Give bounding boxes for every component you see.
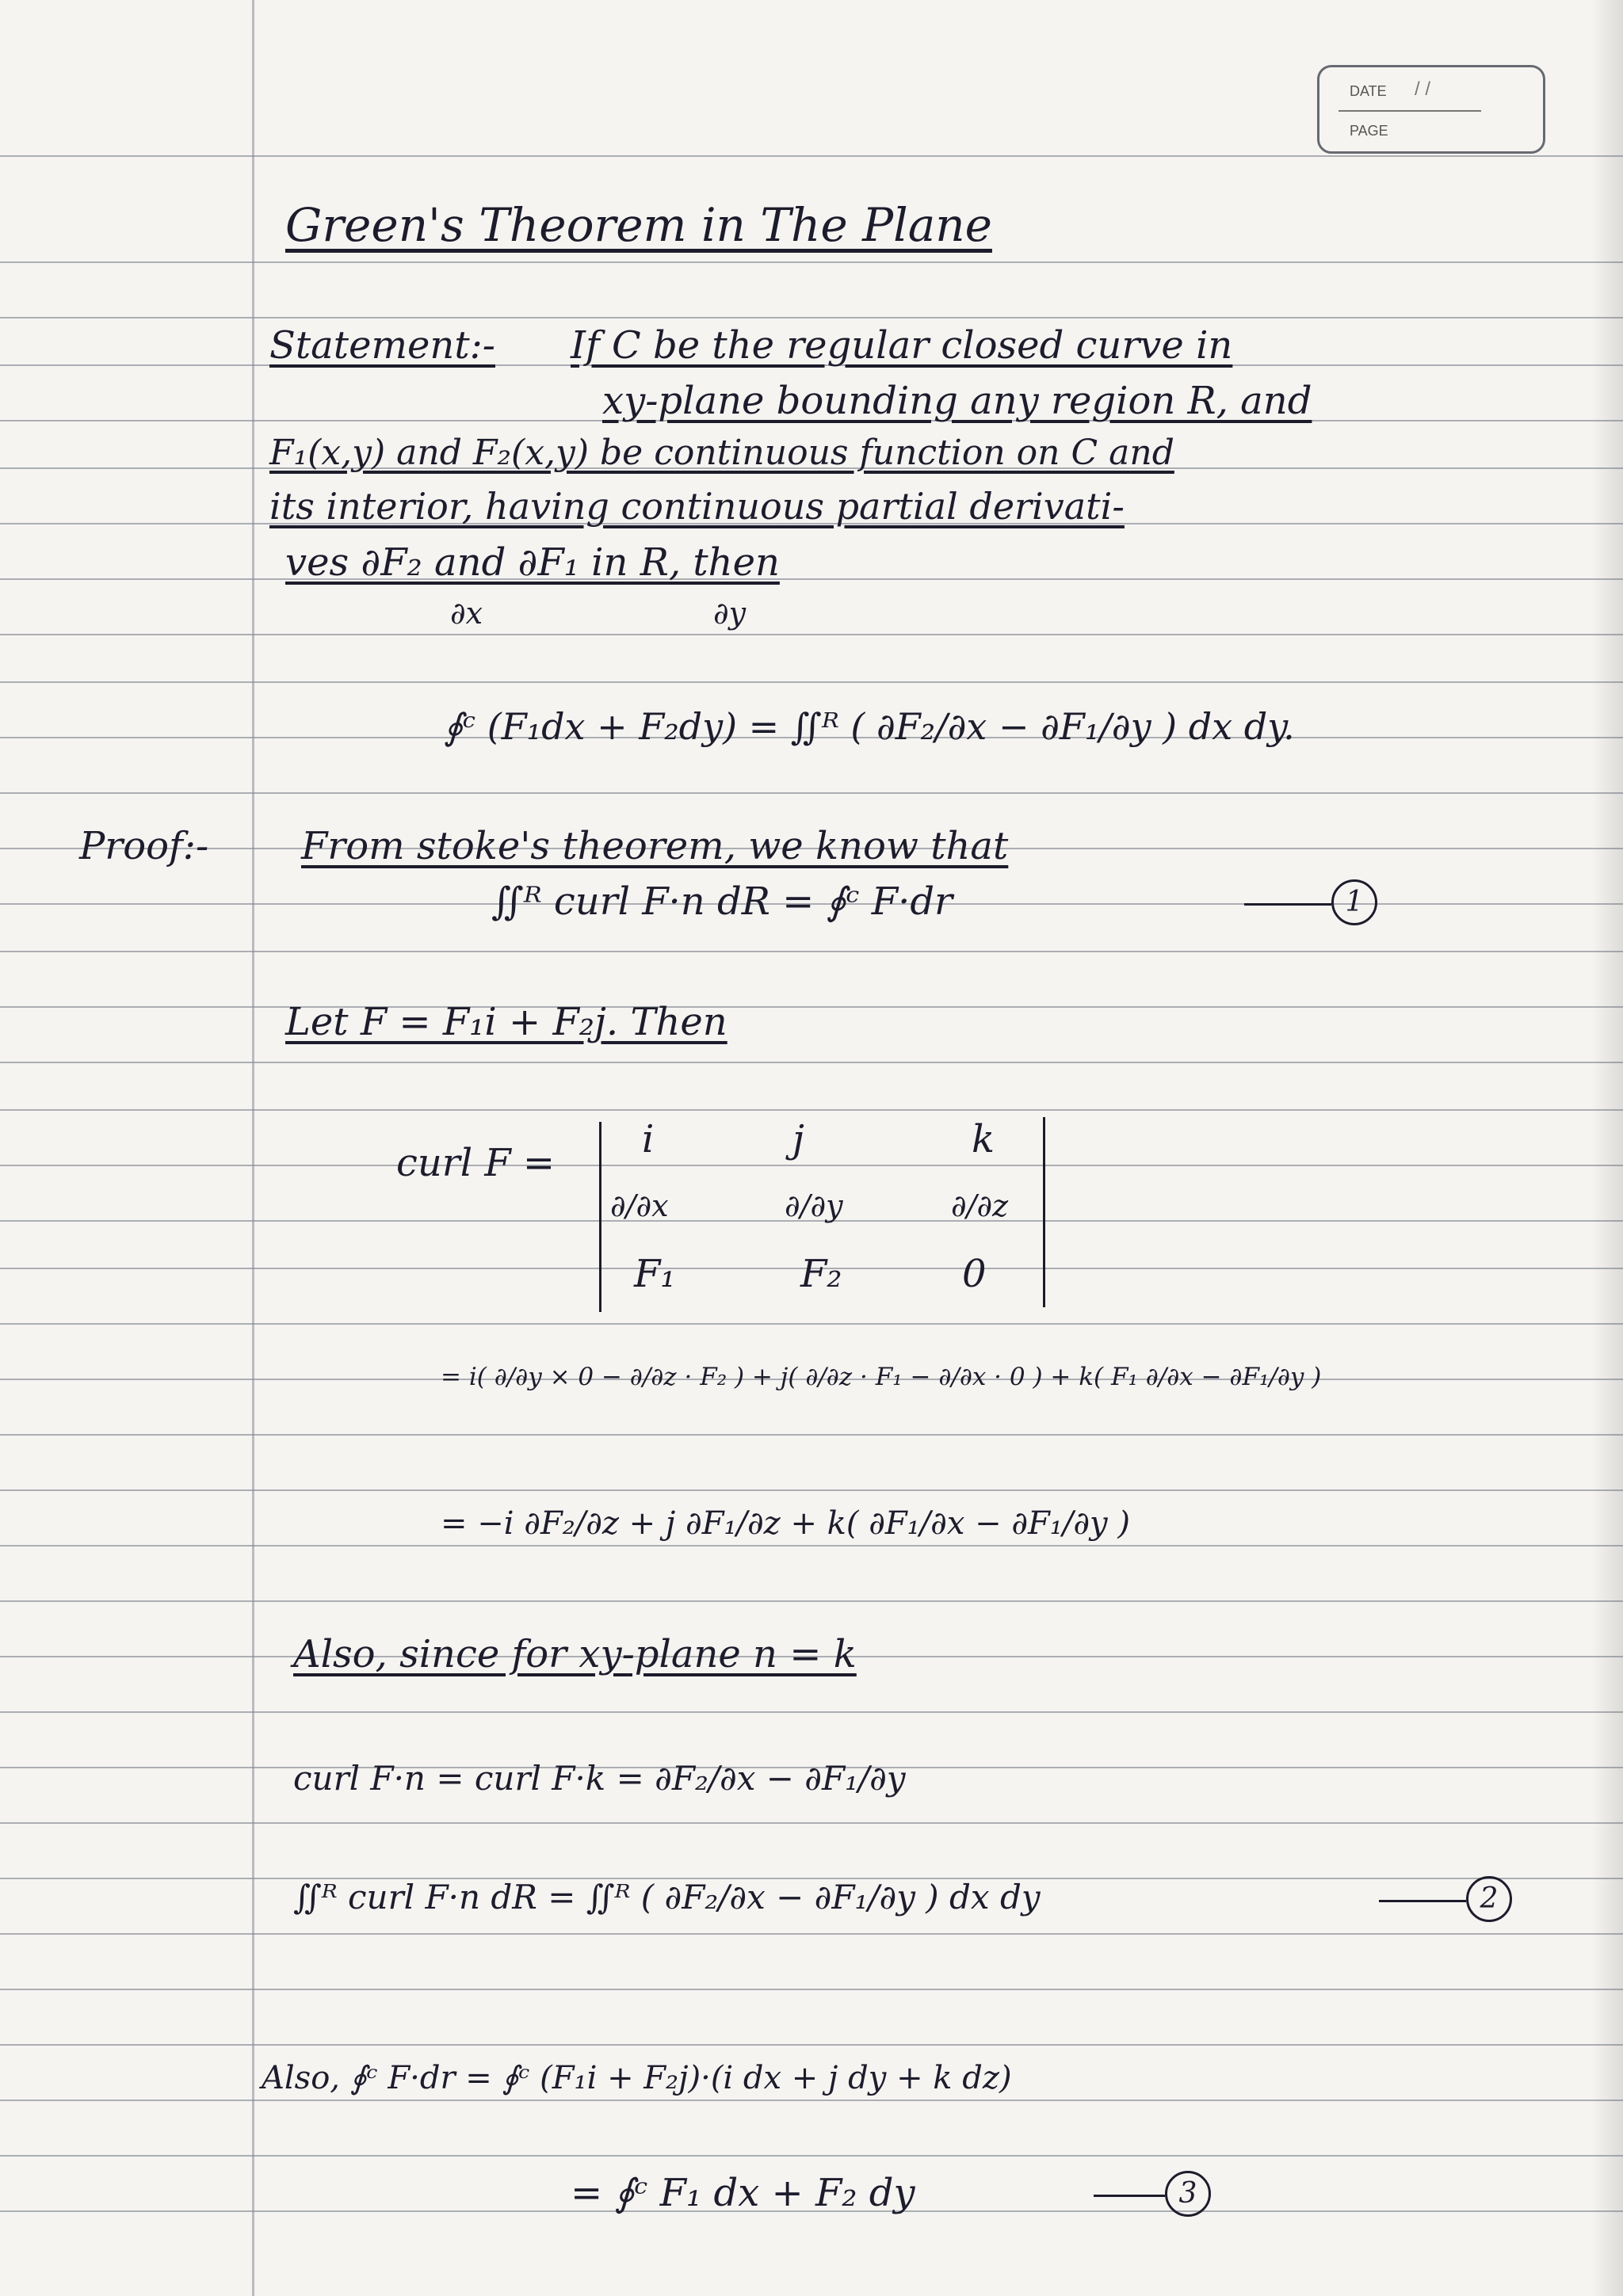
ruled-line <box>0 2155 1623 2157</box>
statement-line: If C be the regular closed curve in <box>571 323 1233 368</box>
curl-expansion-1: = i( ∂/∂y × 0 − ∂/∂z · F₂ ) + j( ∂/∂z · F₁ − ∂/∂x · 0 ) + k( F₁ ∂/∂x − ∂F₁/∂y ) <box>441 1363 1322 1391</box>
matrix-cell: F₁ <box>634 1252 676 1296</box>
statement-denominator-x: ∂x <box>450 596 483 631</box>
line-integral-result: = ∮ᶜ F₁ dx + F₂ dy <box>571 2171 915 2215</box>
page-shadow <box>1591 0 1623 2296</box>
ruled-line <box>0 1989 1623 1990</box>
ruled-line <box>0 578 1623 580</box>
ruled-line <box>0 951 1623 952</box>
eq2-leader <box>1379 1900 1466 1902</box>
ruled-line <box>0 1711 1623 1713</box>
date-page-box <box>1317 65 1545 154</box>
ruled-line <box>0 317 1623 318</box>
statement-line: xy-plane bounding any region R, and <box>602 379 1312 423</box>
ruled-line <box>0 261 1623 263</box>
matrix-cell: F₂ <box>800 1252 842 1296</box>
proof-label: Proof:- <box>79 824 209 868</box>
line-integral-expansion: Also, ∮ᶜ F·dr = ∮ᶜ (F₁i + F₂j)·(i dx + j dy + k dz) <box>262 2060 1012 2096</box>
ruled-line <box>0 1933 1623 1935</box>
eq1-leader <box>1244 903 1331 906</box>
statement-denominator-y: ∂y <box>713 596 747 631</box>
surface-integral-equation: ∬ᴿ curl F·n dR = ∬ᴿ ( ∂F₂/∂x − ∂F₁/∂y ) dx dy <box>293 1878 1041 1917</box>
statement-line: ves ∂F₂ and ∂F₁ in R, then <box>285 540 780 585</box>
ruled-line <box>0 1489 1623 1491</box>
proof-intro: From stoke's theorem, we know that <box>301 824 1009 868</box>
curl-dot-n: curl F·n = curl F·k = ∂F₂/∂x − ∂F₁/∂y <box>293 1759 906 1798</box>
ruled-line <box>0 1600 1623 1602</box>
ruled-line <box>0 155 1623 157</box>
eq3-number: 3 <box>1165 2171 1211 2217</box>
matrix-cell: j <box>792 1117 804 1161</box>
ruled-line <box>0 1109 1623 1111</box>
matrix-cell: ∂/∂y <box>785 1188 843 1223</box>
ruled-line <box>0 681 1623 683</box>
ruled-line <box>0 1434 1623 1436</box>
ruled-line <box>0 1062 1623 1063</box>
ruled-line <box>0 1006 1623 1008</box>
ruled-line <box>0 2100 1623 2101</box>
curl-label: curl F = <box>396 1141 556 1185</box>
ruled-line <box>0 634 1623 635</box>
matrix-cell: k <box>972 1117 995 1161</box>
eq1-number: 1 <box>1331 879 1377 925</box>
matrix-cell: ∂/∂x <box>610 1188 669 1223</box>
statement-line: its interior, having continuous partial derivati- <box>269 485 1125 528</box>
ruled-line <box>0 1323 1623 1325</box>
page-title: Green's Theorem in The Plane <box>285 198 992 252</box>
date-divider <box>1338 110 1481 112</box>
eq3-leader <box>1094 2195 1165 2197</box>
statement-label: Statement:- <box>269 323 495 368</box>
date-separators: / / <box>1415 78 1431 100</box>
stokes-equation: ∬ᴿ curl F·n dR = ∮ᶜ F·dr <box>491 879 953 924</box>
matrix-cell: 0 <box>962 1252 987 1296</box>
ruled-line <box>0 2044 1623 2046</box>
page-label: PAGE <box>1350 123 1388 139</box>
also-normal-line: Also, since for xy-plane n = k <box>293 1632 857 1676</box>
curl-expansion-2: = −i ∂F₂/∂z + j ∂F₁/∂z + k( ∂F₁/∂x − ∂F₁/∂y ) <box>441 1505 1130 1542</box>
eq2-number: 2 <box>1466 1876 1512 1922</box>
ruled-line <box>0 1545 1623 1547</box>
matrix-left-bar <box>599 1122 601 1312</box>
let-line: Let F = F₁i + F₂j. Then <box>285 1000 727 1044</box>
date-label: DATE <box>1350 83 1387 99</box>
matrix-cell: ∂/∂z <box>951 1188 1009 1223</box>
matrix-right-bar <box>1043 1117 1045 1307</box>
ruled-line <box>0 792 1623 794</box>
matrix-cell: i <box>642 1117 655 1161</box>
ruled-line <box>0 1822 1623 1824</box>
statement-line: F₁(x,y) and F₂(x,y) be continuous function on C and <box>269 433 1174 473</box>
ruled-line <box>0 1165 1623 1166</box>
greens-formula: ∮ᶜ (F₁dx + F₂dy) = ∬ᴿ ( ∂F₂/∂x − ∂F₁/∂y ) dx dy. <box>444 705 1295 748</box>
margin-line <box>252 0 254 2296</box>
